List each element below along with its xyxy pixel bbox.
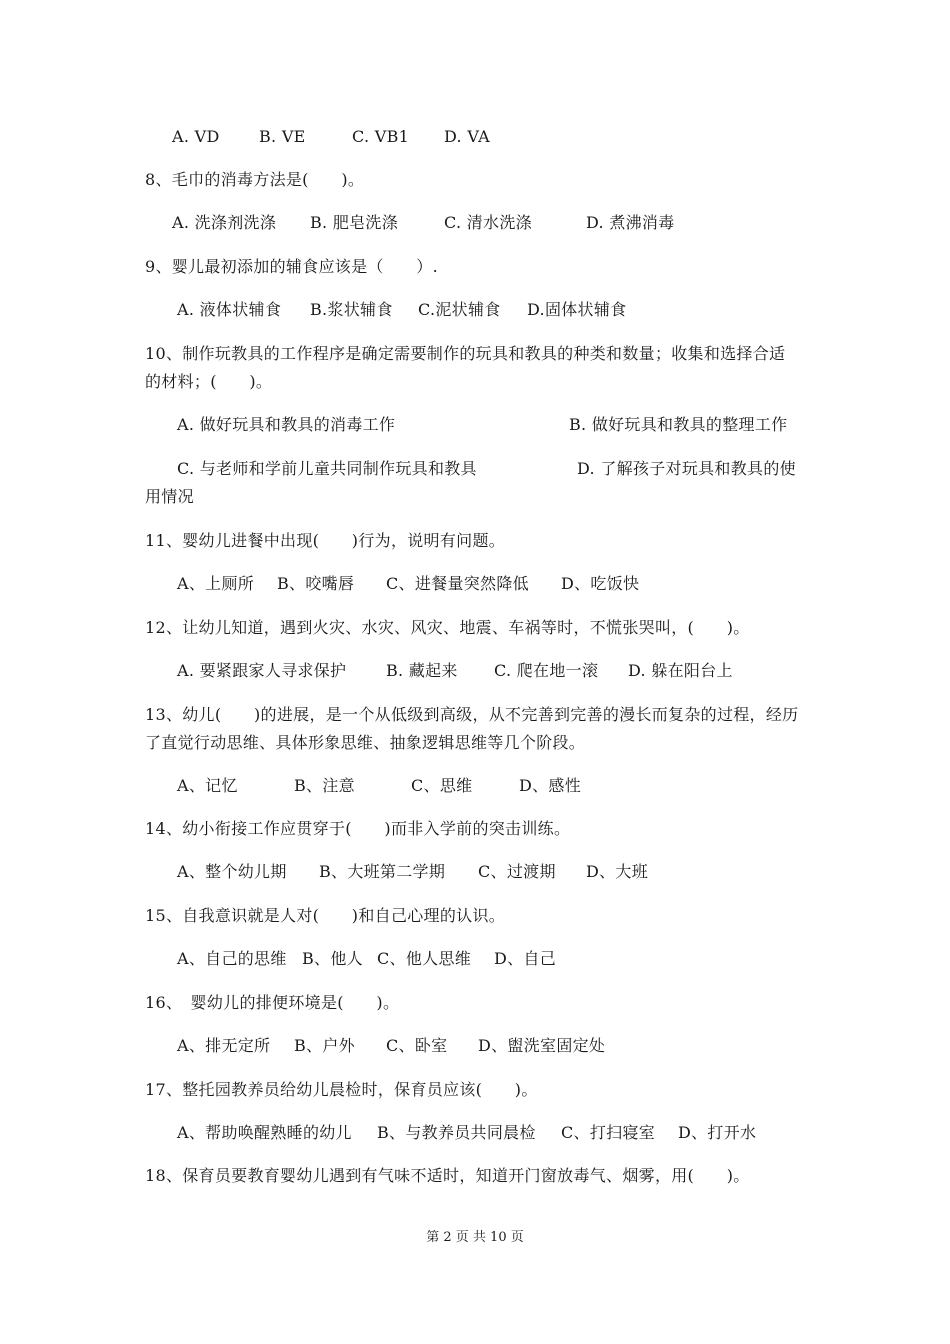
q13-stem-line2: 了直觉行动思维、具体形象思维、抽象逻辑思维等几个阶段。 (145, 733, 586, 752)
q14-option-a: A、整个幼儿期 (177, 862, 287, 881)
q12-stem: 12、让幼儿知道，遇到火灾、水灾、风灾、地震、车祸等时，不慌张哭叫，( )。 (145, 618, 750, 637)
q11-option-b: B、咬嘴唇 (277, 574, 355, 593)
q13-option-a: A、记忆 (177, 776, 238, 795)
q17-option-b: B、与教养员共同晨检 (377, 1123, 536, 1142)
q9-option-b: B.浆状辅食 (310, 300, 393, 319)
q17-option-c: C、打扫寝室 (561, 1123, 656, 1142)
q11-stem: 11、婴幼儿进餐中出现( )行为，说明有问题。 (145, 531, 506, 550)
q9-option-d: D.固体状辅食 (527, 300, 627, 319)
q16-option-a: A、排无定所 (177, 1036, 271, 1055)
q15-option-c: C、他人思维 (377, 949, 472, 968)
q13-option-c: C、思维 (411, 776, 473, 795)
q7-option-c: C. VB1 (352, 127, 410, 146)
q16-option-c: C、卧室 (386, 1036, 448, 1055)
q8-option-b: B. 肥皂洗涤 (310, 213, 399, 232)
q9-option-a: A. 液体状辅食 (177, 300, 282, 319)
q16-option-d: D、盥洗室固定处 (478, 1036, 606, 1055)
q12-option-d: D. 躲在阳台上 (628, 661, 733, 680)
q12-option-a: A. 要紧跟家人寻求保护 (177, 661, 347, 680)
q10-option-c: C. 与老师和学前儿童共同制作玩具和教具 (177, 459, 477, 478)
q8-option-a: A. 洗涤剂洗涤 (172, 213, 277, 232)
q15-option-b: B、他人 (302, 949, 363, 968)
q17-option-a: A、帮助唤醒熟睡的幼儿 (177, 1123, 352, 1142)
q14-stem: 14、幼小衔接工作应贯穿于( )而非入学前的突击训练。 (145, 819, 571, 838)
q7-option-a: A. VD (172, 127, 220, 146)
q11-option-d: D、吃饭快 (561, 574, 640, 593)
q10-option-b: B. 做好玩具和教具的整理工作 (569, 415, 788, 434)
q8-stem: 8、毛巾的消毒方法是( )。 (145, 170, 365, 189)
q13-option-d: D、感性 (519, 776, 582, 795)
q8-option-d: D. 煮沸消毒 (586, 213, 675, 232)
q10-option-d-continued: 用情况 (145, 487, 194, 506)
q11-option-c: C、进餐量突然降低 (386, 574, 529, 593)
q7-option-d: D. VA (444, 127, 490, 146)
q10-stem-line2: 的材料；( )。 (145, 372, 273, 391)
page-number: 第 2 页 共 10 页 (426, 1230, 524, 1245)
q12-option-c: C. 爬在地一滚 (494, 661, 599, 680)
q10-option-d: D. 了解孩子对玩具和教具的使 (577, 459, 796, 478)
q7-option-b: B. VE (259, 127, 306, 146)
q17-stem: 17、整托园教养员给幼儿晨检时，保育员应该( )。 (145, 1080, 538, 1099)
q17-option-d: D、打开水 (678, 1123, 757, 1142)
q12-option-b: B. 藏起来 (386, 661, 458, 680)
q16-option-b: B、户外 (294, 1036, 355, 1055)
q14-option-c: C、过渡期 (478, 862, 556, 881)
q14-option-d: D、大班 (586, 862, 649, 881)
q13-stem-line1: 13、幼儿( )的进展，是一个从低级到高级，从不完善到完善的漫长而复杂的过程，经历 (145, 705, 799, 724)
q10-stem-line1: 10、制作玩教具的工作程序是确定需要制作的玩具和教具的种类和数量；收集和选择合适 (145, 344, 786, 363)
q15-stem: 15、自我意识就是人对( )和自己心理的认识。 (145, 906, 506, 925)
q10-option-a: A. 做好玩具和教具的消毒工作 (177, 415, 396, 434)
q14-option-b: B、大班第二学期 (319, 862, 446, 881)
q9-option-c: C.泥状辅食 (418, 300, 501, 319)
q18-stem: 18、保育员要教育婴幼儿遇到有气味不适时，知道开门窗放毒气、烟雾，用( )。 (145, 1166, 750, 1185)
q9-stem: 9、婴儿最初添加的辅食应该是（ ）. (145, 257, 438, 276)
q13-option-b: B、注意 (294, 776, 355, 795)
q15-option-a: A、自己的思维 (177, 949, 287, 968)
q11-option-a: A、上厕所 (177, 574, 255, 593)
q15-option-d: D、自己 (494, 949, 557, 968)
q16-stem: 16、 婴幼儿的排便环境是( )。 (145, 993, 400, 1012)
q8-option-c: C. 清水洗涤 (444, 213, 532, 232)
